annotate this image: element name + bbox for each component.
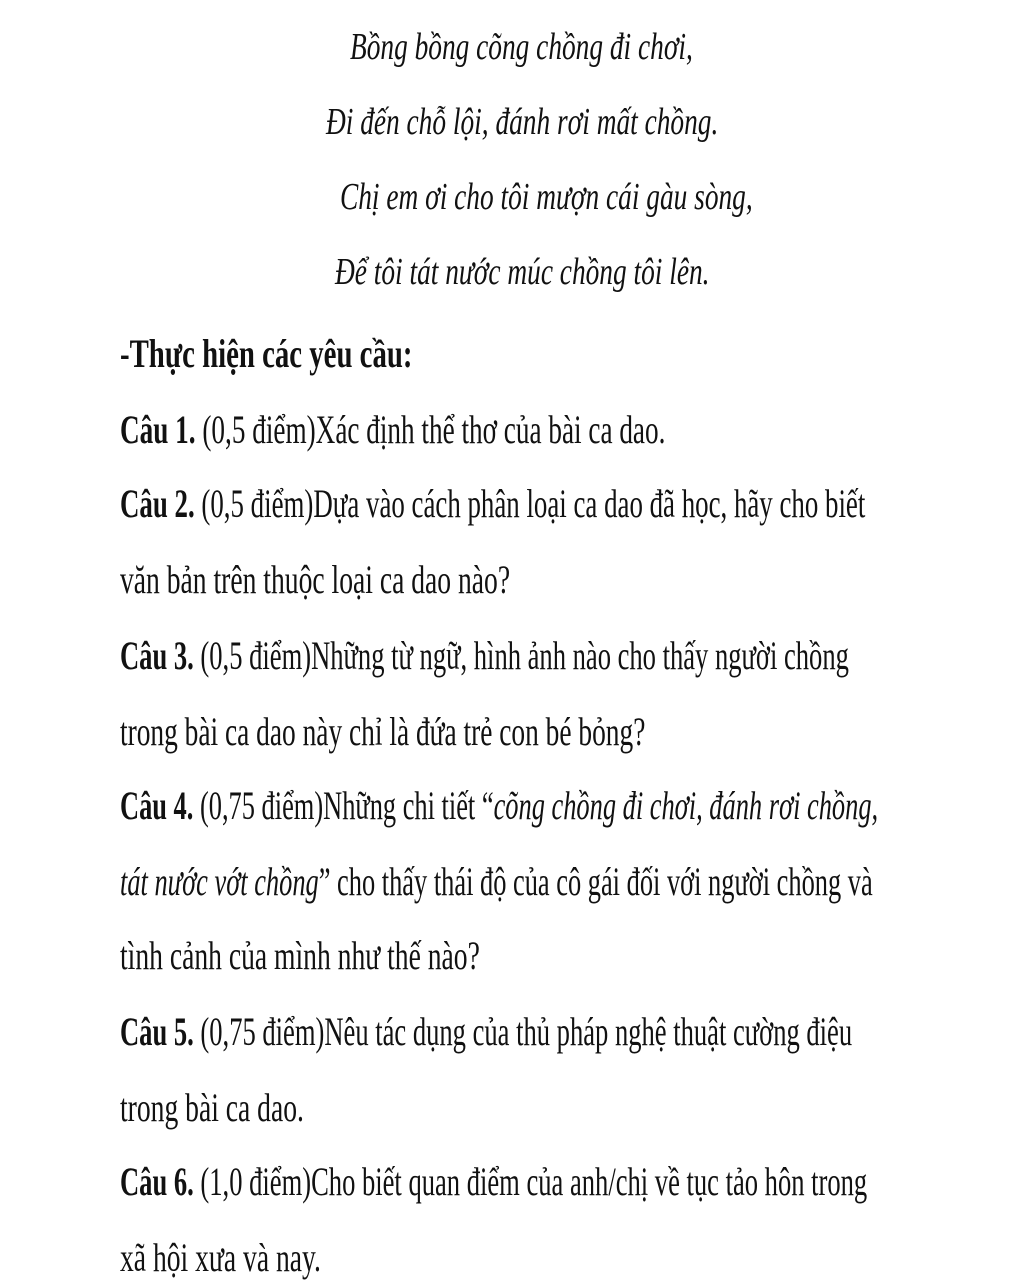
question-1-line-1 [120, 407, 666, 452]
question-3-text: (0,5 điểm)Những từ ngữ, hình ảnh nào cho thấy người chồng [193, 633, 849, 678]
question-2-line-2: văn bản trên thuộc loại ca dao nào? [120, 557, 511, 602]
question-5-label: Câu 5. [120, 1009, 194, 1054]
poem-line-1: Bồng bồng cõng chồng đi chơi, [350, 26, 693, 68]
question-6-line-1 [120, 1159, 868, 1204]
question-2-line-1 [120, 481, 866, 526]
question-6-text: (1,0 điểm)Cho biết quan điểm của anh/chị về tục tảo hôn trong [193, 1159, 868, 1204]
question-5-line-2: trong bài ca dao. [120, 1085, 304, 1130]
question-5-text: (0,75 điểm)Nêu tác dụng của thủ pháp nghệ thuật cường điệu [193, 1009, 853, 1054]
question-1-text: (0,5 điểm)Xác định thể thơ của bài ca dao. [195, 407, 666, 452]
question-3-line-2: trong bài ca dao này chỉ là đứa trẻ con bé bỏng? [120, 709, 646, 754]
question-1-label: Câu 1. [120, 407, 196, 452]
question-6-label: Câu 6. [120, 1159, 194, 1204]
instruction-heading: -Thực hiện các yêu cầu: [120, 331, 413, 376]
question-4-label: Câu 4. [120, 783, 194, 828]
question-2-text: (0,5 điểm)Dựa vào cách phân loại ca dao đã học, hãy cho biết [194, 481, 866, 526]
question-4-line-3: tình cảnh của mình như thế nào? [120, 933, 480, 978]
poem-line-4: Để tôi tát nước múc chồng tôi lên. [335, 251, 710, 293]
question-4-quote-part-2: tát nước vớt chồng [120, 859, 319, 904]
poem-line-3: Chị em ơi cho tôi mượn cái gàu sòng, [340, 176, 753, 218]
question-6-line-2: xã hội xưa và nay. [120, 1235, 321, 1280]
question-4-line-1 [120, 783, 879, 828]
question-2-label: Câu 2. [120, 481, 195, 526]
question-4-text-cont: ” cho thấy thái độ của cô gái đối với người chồng và [318, 859, 873, 904]
question-3-label: Câu 3. [120, 633, 194, 678]
question-3-line-1 [120, 633, 849, 678]
question-4-text: (0,75 điểm)Những chi tiết “ [193, 783, 494, 828]
poem-line-2: Đi đến chỗ lội, đánh rơi mất chồng. [326, 101, 719, 143]
question-4-line-2 [120, 859, 873, 904]
question-4-quote-part-1: cõng chồng đi chơi, đánh rơi chồng, [493, 783, 879, 828]
question-5-line-1 [120, 1009, 853, 1054]
